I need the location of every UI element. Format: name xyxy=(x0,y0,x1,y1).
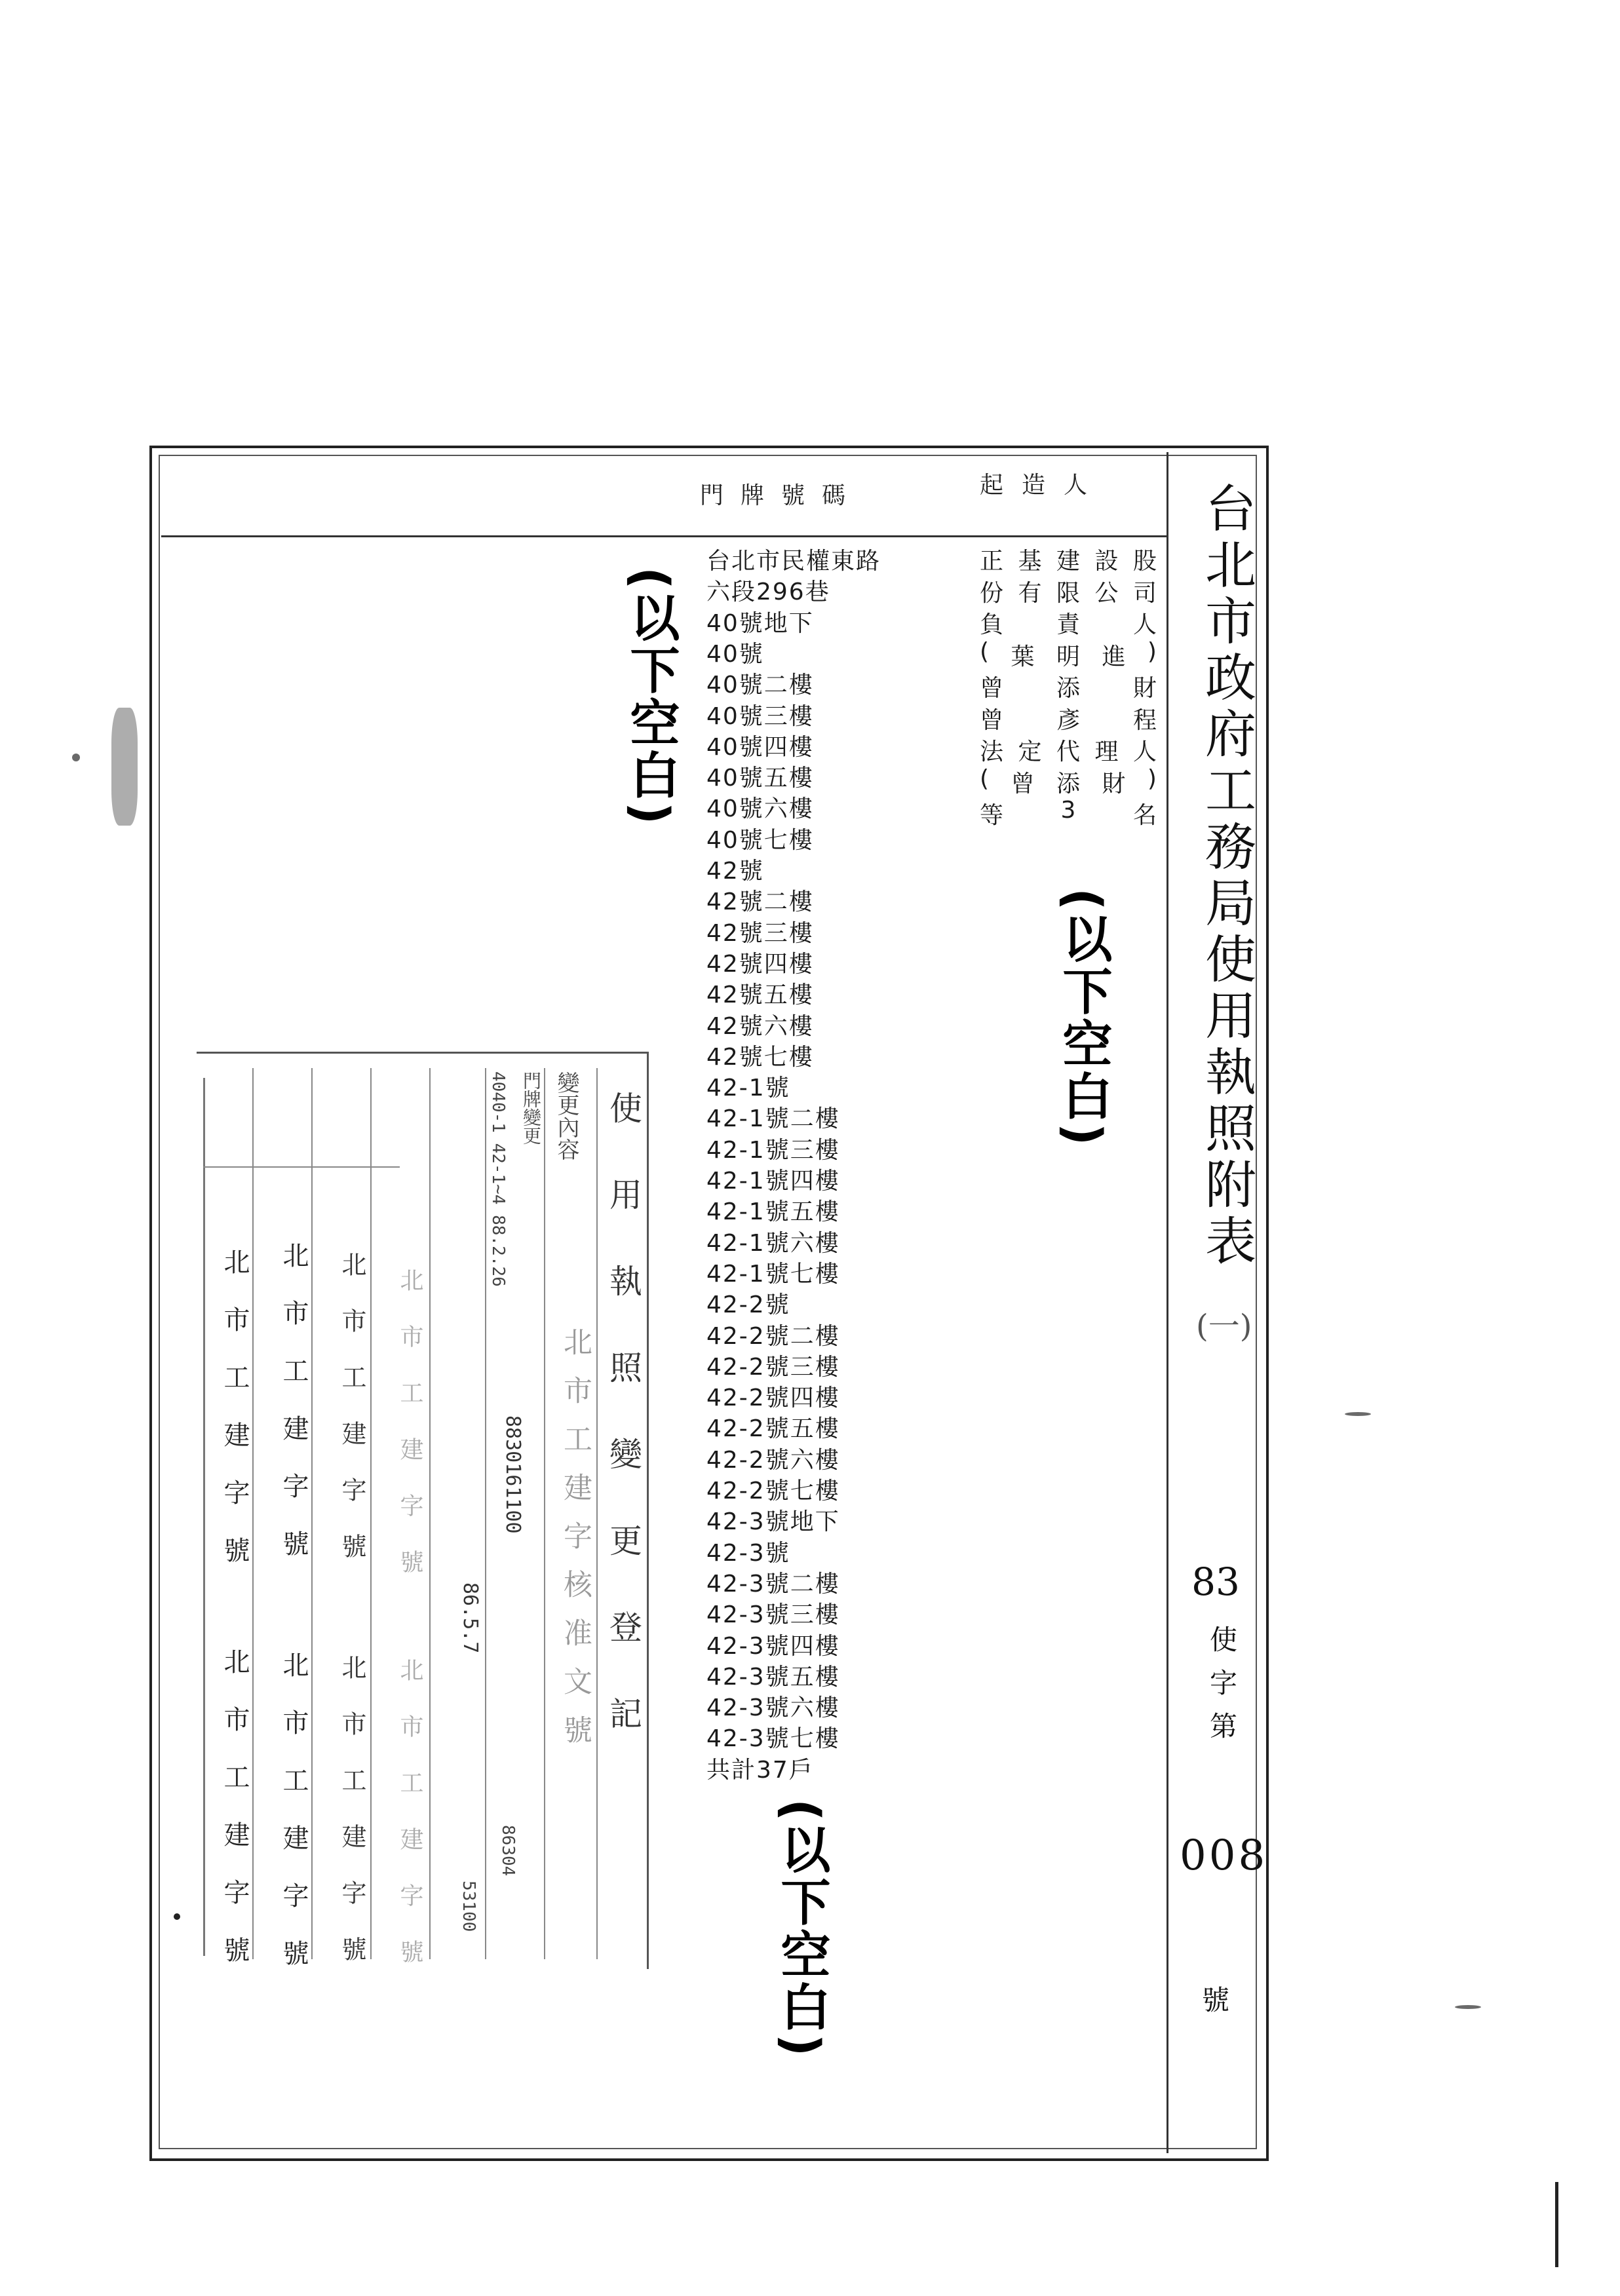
slip-handwritten-line1: 門牌變更 xyxy=(520,1071,542,1145)
owner-line xyxy=(980,670,1157,703)
address-line: 六段296巷 xyxy=(706,579,830,606)
slip-col-line xyxy=(544,1068,545,1959)
blank-mark-bottom: (以下空白) xyxy=(773,1799,831,2059)
owner-line xyxy=(980,765,1157,799)
address-line: 42號二樓 xyxy=(706,889,814,916)
owner-char: 負 xyxy=(980,611,1004,638)
permit-year: 83 xyxy=(1191,1559,1240,1604)
address-line: 42-3號六樓 xyxy=(706,1694,840,1722)
slip-office-entry: 北市工建字號 xyxy=(279,1651,309,1997)
address-line: 40號三樓 xyxy=(706,702,814,730)
slip-handwritten-ref2: 53100 xyxy=(459,1881,478,1932)
slip-handwritten-date: 86.5.7 xyxy=(459,1582,482,1654)
slip-office-entry: 北市工建字號 xyxy=(338,1655,366,1993)
owner-char: 司 xyxy=(1132,579,1157,607)
owner-line xyxy=(980,638,1157,672)
owner-char: 程 xyxy=(1132,706,1157,734)
owner-char: 限 xyxy=(1056,579,1080,607)
slip-office-entry: 北市工建字號 xyxy=(396,1268,423,1606)
blank-mark-middle: (以下空白) xyxy=(1054,888,1113,1149)
address-line: 42-2號二樓 xyxy=(706,1322,840,1350)
slip-col-line xyxy=(485,1068,486,1959)
owner-char: 設 xyxy=(1094,548,1119,575)
address-line: 42-3號七樓 xyxy=(706,1725,840,1753)
blank-mark-left: (以下空白) xyxy=(622,567,680,828)
slip-handwritten-number: 8830161100 xyxy=(501,1415,524,1534)
slip-office-entry: 北市工建字號 xyxy=(338,1252,366,1590)
slip-office-entry: 北市工建字號 xyxy=(279,1242,309,1588)
owner-char: 有 xyxy=(1018,579,1042,607)
address-line: 共計37戶 xyxy=(706,1756,814,1784)
address-line: 40號六樓 xyxy=(706,795,814,823)
owner-char: 建 xyxy=(1056,548,1080,575)
slip-handwritten-line2: 4040-1 42-1~4 88.2.26 xyxy=(488,1071,508,1287)
owner-char: ) xyxy=(1147,638,1157,665)
address-line: 42-2號六樓 xyxy=(706,1446,840,1474)
scan-speck xyxy=(111,708,138,826)
address-line: 42-1號 xyxy=(706,1075,790,1102)
owner-char: 添 xyxy=(1056,770,1080,797)
address-line: 42-2號三樓 xyxy=(706,1353,840,1381)
address-line: 40號四樓 xyxy=(706,733,814,761)
address-line: 42號四樓 xyxy=(706,950,814,978)
address-line: 40號二樓 xyxy=(706,672,814,699)
address-line: 42-1號二樓 xyxy=(706,1105,840,1133)
address-line: 台北市民權東路 xyxy=(706,548,881,575)
owner-header: 起造人 xyxy=(980,472,1106,499)
slip-col-line xyxy=(429,1068,431,1959)
scan-speck xyxy=(72,754,80,761)
slip-right-rule xyxy=(647,1052,649,1969)
owner-line xyxy=(980,797,1157,830)
owner-char: 曾 xyxy=(1011,770,1035,797)
owner-char: 人 xyxy=(1132,611,1157,638)
address-line: 42號五樓 xyxy=(706,982,814,1009)
owner-char: 正 xyxy=(980,548,1004,575)
address-line: 42號 xyxy=(706,858,764,885)
owner-char: 曾 xyxy=(980,706,1004,734)
owner-char: ) xyxy=(1147,765,1157,792)
owner-line xyxy=(980,733,1157,767)
owner-char: 進 xyxy=(1102,643,1126,670)
owner-char: 3 xyxy=(1060,797,1076,824)
permit-number: 008 xyxy=(1180,1831,1268,1880)
slip-approval-header: 北市工建字核准文號 xyxy=(558,1327,592,1763)
owner-char: 財 xyxy=(1132,675,1157,702)
owner-char: ( xyxy=(980,765,990,792)
owner-line xyxy=(980,575,1157,608)
owner-char: 財 xyxy=(1102,770,1126,797)
address-line: 42號六樓 xyxy=(706,1012,814,1040)
owner-char: 葉 xyxy=(1011,643,1035,670)
scan-speck xyxy=(1455,2005,1481,2009)
owner-char: 公 xyxy=(1094,579,1119,607)
owner-char: ( xyxy=(980,638,990,665)
address-line: 42-2號四樓 xyxy=(706,1385,840,1412)
owner-char: 法 xyxy=(980,738,1004,765)
address-line: 42號七樓 xyxy=(706,1043,814,1071)
owner-char: 定 xyxy=(1018,738,1042,765)
address-line: 40號五樓 xyxy=(706,765,814,792)
slip-left-rule xyxy=(203,1078,205,1956)
address-line: 40號 xyxy=(706,640,764,668)
form-title: 台北市政府工務局使用執照附表 xyxy=(1197,482,1256,1271)
owner-line xyxy=(980,606,1157,640)
owner-char: 理 xyxy=(1094,738,1119,765)
scan-edge-line xyxy=(1555,2182,1558,2267)
address-line: 42-3號四樓 xyxy=(706,1632,840,1660)
address-line: 42-2號五樓 xyxy=(706,1415,840,1443)
slip-office-entry: 北市工建字號 xyxy=(220,1648,250,1994)
address-header: 門牌號碼 xyxy=(700,482,863,509)
address-line: 42-3號 xyxy=(706,1539,790,1567)
slip-col-line xyxy=(370,1068,372,1959)
address-line: 42-2號七樓 xyxy=(706,1478,840,1504)
slip-office-entry: 北市工建字號 xyxy=(396,1658,423,1996)
change-registration-slip xyxy=(197,1052,649,1997)
slip-title: 使用執照變更登記 xyxy=(604,1091,642,1783)
title-mark: (一) xyxy=(1196,1308,1252,1345)
address-line: 42-1號三樓 xyxy=(706,1136,840,1164)
address-line: 40號地下 xyxy=(706,609,814,637)
owner-char: 等 xyxy=(980,802,1004,829)
permit-prefix: 使字第 xyxy=(1206,1625,1238,1755)
owner-char: 份 xyxy=(980,579,1004,607)
address-line: 42-1號五樓 xyxy=(706,1198,840,1226)
owner-char: 明 xyxy=(1056,643,1080,670)
owner-char: 彥 xyxy=(1056,706,1080,734)
slip-top-rule xyxy=(197,1052,649,1054)
title-column-divider xyxy=(1167,452,1168,2153)
header-rule xyxy=(161,535,1167,537)
owner-char: 添 xyxy=(1056,675,1080,702)
scan-speck xyxy=(174,1913,180,1920)
owner-char: 代 xyxy=(1056,738,1080,765)
owner-char: 股 xyxy=(1132,548,1157,575)
address-line: 42-3號五樓 xyxy=(706,1663,840,1691)
owner-char: 人 xyxy=(1132,738,1157,765)
address-line: 40號七樓 xyxy=(706,826,814,854)
address-line: 42-3號二樓 xyxy=(706,1570,840,1598)
address-line: 42-2號 xyxy=(706,1292,790,1319)
slip-handwritten-ref1: 86304 xyxy=(498,1825,518,1877)
address-line: 42-1號六樓 xyxy=(706,1229,840,1257)
address-line: 42號三樓 xyxy=(706,919,814,947)
address-line: 42-3號地下 xyxy=(706,1508,840,1536)
owner-char: 曾 xyxy=(980,675,1004,702)
address-line: 42-1號七樓 xyxy=(706,1260,840,1288)
owner-char: 基 xyxy=(1018,548,1042,575)
permit-suffix: 號 xyxy=(1201,1984,1229,2016)
owner-char: 名 xyxy=(1132,802,1157,829)
address-line: 42-3號三樓 xyxy=(706,1601,840,1629)
owner-line xyxy=(980,543,1157,576)
owner-line xyxy=(980,702,1157,735)
owner-char: 責 xyxy=(1056,611,1080,638)
slip-change-header: 變更內容 xyxy=(553,1071,579,1160)
address-line: 42-1號四樓 xyxy=(706,1168,840,1195)
scan-speck xyxy=(1345,1412,1371,1416)
slip-col-line xyxy=(596,1068,598,1959)
slip-office-entry: 北市工建字號 xyxy=(220,1248,250,1594)
